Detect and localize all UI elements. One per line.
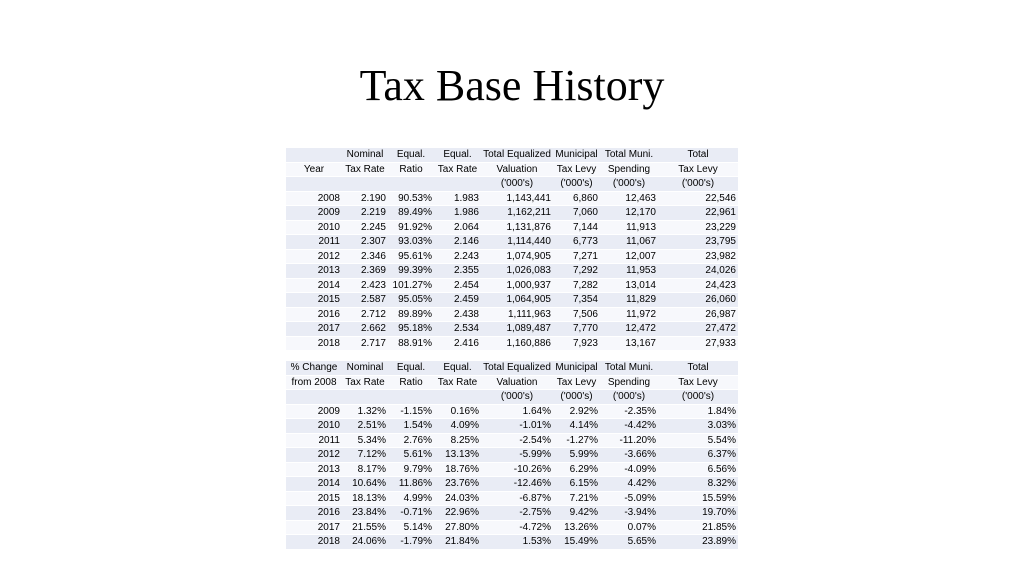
value-cell: 1.84% <box>658 404 738 419</box>
value-cell: 23.84% <box>342 506 388 521</box>
value-cell: 7,144 <box>553 220 600 235</box>
value-cell: 6,773 <box>553 235 600 250</box>
value-cell: 7,282 <box>553 278 600 293</box>
header-cell <box>286 390 342 405</box>
value-cell: 10.64% <box>342 477 388 492</box>
value-cell: 89.89% <box>388 307 434 322</box>
value-cell: 24,026 <box>658 264 738 279</box>
value-cell: 91.92% <box>388 220 434 235</box>
value-cell: 23,982 <box>658 249 738 264</box>
value-cell: 1,114,440 <box>481 235 553 250</box>
header-cell: Valuation <box>481 162 553 177</box>
header-cell <box>286 148 342 162</box>
value-cell: 7,060 <box>553 206 600 221</box>
year-cell: 2012 <box>286 249 342 264</box>
value-cell: 8.25% <box>434 433 481 448</box>
value-cell: 4.42% <box>600 477 658 492</box>
value-cell: 12,170 <box>600 206 658 221</box>
value-cell: 2.76% <box>388 433 434 448</box>
table-row <box>286 278 738 293</box>
value-cell: 23,795 <box>658 235 738 250</box>
header-cell: Ratio <box>388 375 434 390</box>
value-cell: 22,546 <box>658 191 738 206</box>
value-cell: 19.70% <box>658 506 738 521</box>
value-cell: 12,472 <box>600 322 658 337</box>
value-cell: 27,472 <box>658 322 738 337</box>
year-cell: 2016 <box>286 506 342 521</box>
value-cell: 1.64% <box>481 404 553 419</box>
header-row <box>286 162 738 177</box>
value-cell: 6.15% <box>553 477 600 492</box>
value-cell: 7,292 <box>553 264 600 279</box>
value-cell: 11,953 <box>600 264 658 279</box>
table-row <box>286 419 738 434</box>
header-cell <box>342 177 388 192</box>
value-cell: 6.29% <box>553 462 600 477</box>
year-cell: 2010 <box>286 220 342 235</box>
header-cell: Equal. <box>434 361 481 375</box>
table-row <box>286 249 738 264</box>
value-cell: 6.56% <box>658 462 738 477</box>
value-cell: 12,007 <box>600 249 658 264</box>
value-cell: -4.42% <box>600 419 658 434</box>
value-cell: -5.99% <box>481 448 553 463</box>
value-cell: 24.03% <box>434 491 481 506</box>
value-cell: 5.99% <box>553 448 600 463</box>
value-cell: 5.34% <box>342 433 388 448</box>
header-row <box>286 390 738 405</box>
value-cell: 2.438 <box>434 307 481 322</box>
value-cell: 11,067 <box>600 235 658 250</box>
value-cell: 88.91% <box>388 336 434 351</box>
value-cell: 26,060 <box>658 293 738 308</box>
header-cell: Equal. <box>388 148 434 162</box>
header-cell: Tax Rate <box>434 162 481 177</box>
value-cell: 7.12% <box>342 448 388 463</box>
value-cell: 11,829 <box>600 293 658 308</box>
value-cell: 3.03% <box>658 419 738 434</box>
value-cell: -3.94% <box>600 506 658 521</box>
table-row <box>286 307 738 322</box>
value-cell: 99.39% <box>388 264 434 279</box>
table-row <box>286 336 738 351</box>
value-cell: 2.717 <box>342 336 388 351</box>
value-cell: 13,014 <box>600 278 658 293</box>
value-cell: 1.53% <box>481 535 553 550</box>
value-cell: 22.96% <box>434 506 481 521</box>
value-cell: 4.99% <box>388 491 434 506</box>
year-cell: 2008 <box>286 191 342 206</box>
value-cell: -6.87% <box>481 491 553 506</box>
value-cell: 2.92% <box>553 404 600 419</box>
value-cell: 95.18% <box>388 322 434 337</box>
value-cell: 5.54% <box>658 433 738 448</box>
value-cell: -3.66% <box>600 448 658 463</box>
page-title: Tax Base History <box>359 61 665 110</box>
table-row <box>286 322 738 337</box>
table-row <box>286 433 738 448</box>
year-cell: 2015 <box>286 293 342 308</box>
value-cell: 2.423 <box>342 278 388 293</box>
header-cell: ('000's) <box>481 390 553 405</box>
header-cell: Total Muni. <box>600 148 658 162</box>
value-cell: 13.26% <box>553 520 600 535</box>
value-cell: 2.355 <box>434 264 481 279</box>
value-cell: 23.76% <box>434 477 481 492</box>
header-cell <box>388 177 434 192</box>
value-cell: 21.85% <box>658 520 738 535</box>
value-cell: 7,506 <box>553 307 600 322</box>
value-cell: 1,162,211 <box>481 206 553 221</box>
header-cell: Tax Rate <box>434 375 481 390</box>
value-cell: 2.307 <box>342 235 388 250</box>
header-cell: ('000's) <box>658 177 738 192</box>
table-row <box>286 462 738 477</box>
header-cell: Total <box>658 148 738 162</box>
table-row <box>286 535 738 550</box>
value-cell: 1,143,441 <box>481 191 553 206</box>
header-cell: Municipal <box>553 361 600 375</box>
table-row <box>286 264 738 279</box>
header-cell: Spending <box>600 375 658 390</box>
value-cell: 9.42% <box>553 506 600 521</box>
table-row <box>286 520 738 535</box>
value-cell: 7,770 <box>553 322 600 337</box>
year-cell: 2009 <box>286 404 342 419</box>
value-cell: 95.05% <box>388 293 434 308</box>
value-cell: 23.89% <box>658 535 738 550</box>
header-cell <box>434 177 481 192</box>
header-cell: Tax Rate <box>342 375 388 390</box>
header-cell: Total <box>658 361 738 375</box>
value-cell: 1.983 <box>434 191 481 206</box>
year-cell: 2012 <box>286 448 342 463</box>
year-cell: 2011 <box>286 235 342 250</box>
value-cell: 7,271 <box>553 249 600 264</box>
value-cell: -4.72% <box>481 520 553 535</box>
value-cell: 5.65% <box>600 535 658 550</box>
value-cell: 7,354 <box>553 293 600 308</box>
value-cell: 101.27% <box>388 278 434 293</box>
value-cell: 1.54% <box>388 419 434 434</box>
value-cell: 22,961 <box>658 206 738 221</box>
value-cell: 93.03% <box>388 235 434 250</box>
year-cell: 2018 <box>286 535 342 550</box>
header-cell: ('000's) <box>600 177 658 192</box>
value-cell: 11.86% <box>388 477 434 492</box>
header-row <box>286 148 738 162</box>
year-cell: 2017 <box>286 322 342 337</box>
value-cell: 2.146 <box>434 235 481 250</box>
value-cell: 5.61% <box>388 448 434 463</box>
value-cell: -1.79% <box>388 535 434 550</box>
year-cell: 2010 <box>286 419 342 434</box>
header-cell: Tax Rate <box>342 162 388 177</box>
value-cell: 13.13% <box>434 448 481 463</box>
value-cell: 95.61% <box>388 249 434 264</box>
header-cell <box>342 390 388 405</box>
value-cell: 0.16% <box>434 404 481 419</box>
year-cell: 2009 <box>286 206 342 221</box>
value-cell: -10.26% <box>481 462 553 477</box>
header-cell: Valuation <box>481 375 553 390</box>
header-cell: ('000's) <box>600 390 658 405</box>
value-cell: 8.32% <box>658 477 738 492</box>
value-cell: 21.84% <box>434 535 481 550</box>
value-cell: 2.459 <box>434 293 481 308</box>
value-cell: -0.71% <box>388 506 434 521</box>
value-cell: 27,933 <box>658 336 738 351</box>
header-cell: Tax Levy <box>553 162 600 177</box>
value-cell: 1.986 <box>434 206 481 221</box>
header-cell: Nominal <box>342 361 388 375</box>
header-cell: Tax Levy <box>658 162 738 177</box>
header-cell: Municipal <box>553 148 600 162</box>
value-cell: -11.20% <box>600 433 658 448</box>
value-cell: 2.534 <box>434 322 481 337</box>
value-cell: 4.14% <box>553 419 600 434</box>
table-row <box>286 191 738 206</box>
value-cell: 11,913 <box>600 220 658 235</box>
value-cell: 1,111,963 <box>481 307 553 322</box>
value-cell: 1,160,886 <box>481 336 553 351</box>
value-cell: -2.35% <box>600 404 658 419</box>
value-cell: 24.06% <box>342 535 388 550</box>
value-cell: 2.245 <box>342 220 388 235</box>
value-cell: 2.587 <box>342 293 388 308</box>
value-cell: 6,860 <box>553 191 600 206</box>
value-cell: 18.13% <box>342 491 388 506</box>
value-cell: 89.49% <box>388 206 434 221</box>
value-cell: 1,064,905 <box>481 293 553 308</box>
year-cell: 2011 <box>286 433 342 448</box>
value-cell: 15.49% <box>553 535 600 550</box>
value-cell: 2.064 <box>434 220 481 235</box>
value-cell: 1,074,905 <box>481 249 553 264</box>
table-row <box>286 506 738 521</box>
value-cell: 24,423 <box>658 278 738 293</box>
value-cell: 1,026,083 <box>481 264 553 279</box>
year-cell: 2016 <box>286 307 342 322</box>
tax-base-table <box>286 148 738 351</box>
header-cell <box>434 390 481 405</box>
value-cell: -1.27% <box>553 433 600 448</box>
value-cell: 5.14% <box>388 520 434 535</box>
header-cell: from 2008 <box>286 375 342 390</box>
year-cell: 2014 <box>286 477 342 492</box>
header-cell: Nominal <box>342 148 388 162</box>
value-cell: 1.32% <box>342 404 388 419</box>
value-cell: 9.79% <box>388 462 434 477</box>
value-cell: 8.17% <box>342 462 388 477</box>
value-cell: 18.76% <box>434 462 481 477</box>
value-cell: 1,089,487 <box>481 322 553 337</box>
value-cell: -1.01% <box>481 419 553 434</box>
year-cell: 2015 <box>286 491 342 506</box>
value-cell: 2.190 <box>342 191 388 206</box>
value-cell: 1,131,876 <box>481 220 553 235</box>
value-cell: 27.80% <box>434 520 481 535</box>
year-cell: 2018 <box>286 336 342 351</box>
value-cell: -4.09% <box>600 462 658 477</box>
header-cell: % Change <box>286 361 342 375</box>
year-cell: 2017 <box>286 520 342 535</box>
value-cell: 1,000,937 <box>481 278 553 293</box>
header-cell <box>286 177 342 192</box>
header-cell: Ratio <box>388 162 434 177</box>
value-cell: -1.15% <box>388 404 434 419</box>
value-cell: 2.662 <box>342 322 388 337</box>
header-cell: Equal. <box>434 148 481 162</box>
header-cell: ('000's) <box>553 177 600 192</box>
value-cell: 12,463 <box>600 191 658 206</box>
header-cell: ('000's) <box>553 390 600 405</box>
value-cell: 15.59% <box>658 491 738 506</box>
header-cell: Total Equalized <box>481 148 553 162</box>
value-cell: 7.21% <box>553 491 600 506</box>
table-row <box>286 491 738 506</box>
header-cell: ('000's) <box>658 390 738 405</box>
year-cell: 2013 <box>286 264 342 279</box>
table-row <box>286 477 738 492</box>
value-cell: 2.712 <box>342 307 388 322</box>
value-cell: 13,167 <box>600 336 658 351</box>
value-cell: 2.454 <box>434 278 481 293</box>
header-row <box>286 177 738 192</box>
year-cell: 2013 <box>286 462 342 477</box>
value-cell: -2.54% <box>481 433 553 448</box>
value-cell: 2.219 <box>342 206 388 221</box>
value-cell: 2.416 <box>434 336 481 351</box>
header-row <box>286 375 738 390</box>
header-cell <box>388 390 434 405</box>
table-row <box>286 220 738 235</box>
percent-change-table <box>286 361 738 550</box>
header-cell: Tax Levy <box>553 375 600 390</box>
value-cell: 7,923 <box>553 336 600 351</box>
header-cell: Spending <box>600 162 658 177</box>
value-cell: 23,229 <box>658 220 738 235</box>
value-cell: 90.53% <box>388 191 434 206</box>
table-row <box>286 404 738 419</box>
header-cell: Equal. <box>388 361 434 375</box>
value-cell: 4.09% <box>434 419 481 434</box>
header-cell: Tax Levy <box>658 375 738 390</box>
table-row <box>286 448 738 463</box>
header-row <box>286 361 738 375</box>
value-cell: 11,972 <box>600 307 658 322</box>
value-cell: 2.51% <box>342 419 388 434</box>
value-cell: 0.07% <box>600 520 658 535</box>
value-cell: 6.37% <box>658 448 738 463</box>
year-cell: 2014 <box>286 278 342 293</box>
header-cell: Year <box>286 162 342 177</box>
value-cell: -2.75% <box>481 506 553 521</box>
value-cell: 21.55% <box>342 520 388 535</box>
value-cell: 26,987 <box>658 307 738 322</box>
value-cell: 2.243 <box>434 249 481 264</box>
value-cell: 2.369 <box>342 264 388 279</box>
table-row <box>286 235 738 250</box>
value-cell: 2.346 <box>342 249 388 264</box>
header-cell: ('000's) <box>481 177 553 192</box>
table-row <box>286 293 738 308</box>
header-cell: Total Muni. <box>600 361 658 375</box>
header-cell: Total Equalized <box>481 361 553 375</box>
table-row <box>286 206 738 221</box>
value-cell: -5.09% <box>600 491 658 506</box>
value-cell: -12.46% <box>481 477 553 492</box>
